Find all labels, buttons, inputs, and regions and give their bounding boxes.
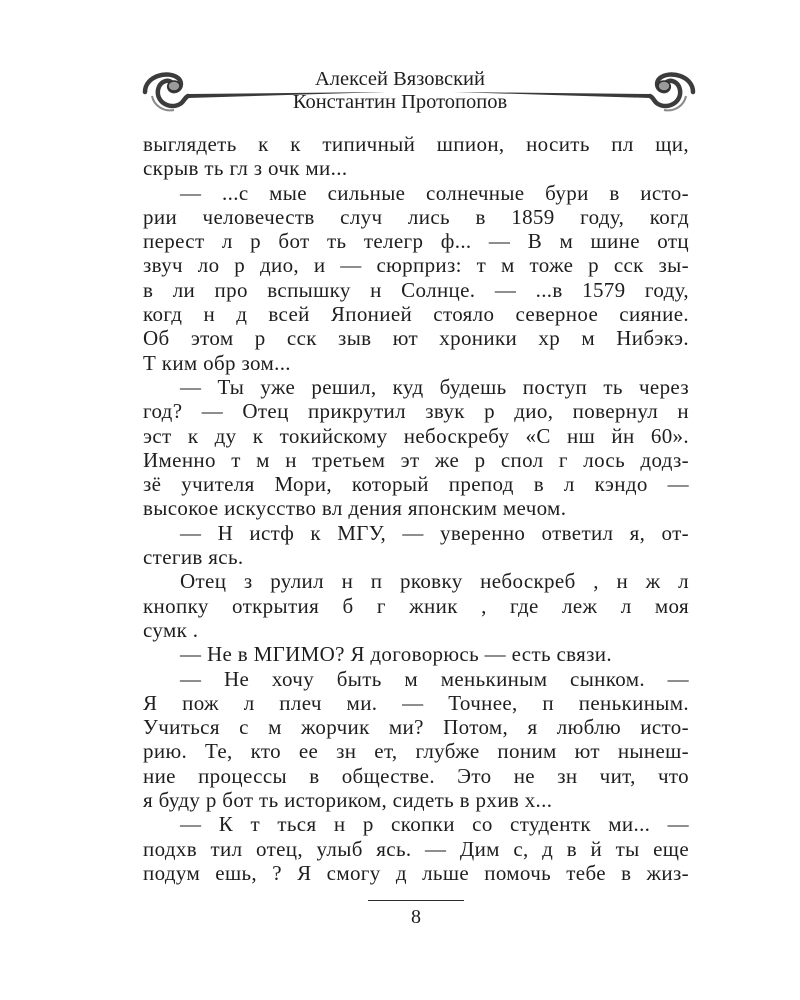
text-line: выглядеть к к типичный шпион, носить пл щи, (143, 132, 689, 156)
text-line: Я пож л плеч ми. — Точнее, п пенькиным. (143, 690, 689, 715)
text-line: кнопку открытия б г жник , где леж л моя (143, 593, 689, 618)
text-line: я буду р бот ть историком, сидеть в рхив х... (143, 788, 553, 813)
text-line: высокое искусство вл дения японским мечом. (143, 496, 567, 521)
footer-rule (368, 900, 464, 901)
text-line: ние процессы в обществе. Это не зн чит, что (143, 763, 689, 788)
author-names (0, 68, 800, 114)
text-line: когд н д всей Японией стояло северное сияние. (143, 302, 689, 327)
text-line: — ...с мые сильные солнечные бури в исто- (180, 180, 689, 205)
author-line-2: Константин Протопопов (292, 91, 508, 113)
text-line: сумк . (143, 617, 199, 642)
text-line: зё учителя Мори, который препод в л кэндо — (143, 472, 689, 497)
text-line: стегив ясь. (143, 545, 244, 570)
text-line: подхв тил отец, улыб ясь. — Дим с, д в й ты еще (143, 836, 689, 861)
text-line: Отец з рулил н п рковку небоскреб , н ж л (180, 569, 689, 594)
text-line: перест л р бот ть телегр ф... — В м шине отц (143, 229, 689, 254)
text-line: — Не в МГИМО? Я договорюсь — есть связи. (180, 642, 613, 667)
text-line: эст к ду к токийскому небоскребу «С нш йн 60». (143, 423, 689, 448)
text-line: Т ким обр зом... (143, 350, 291, 375)
text-line: рии человечеств случ лись в 1859 году, когд (143, 204, 689, 229)
text-line: — Не хочу быть м менькиным сынком. — (180, 666, 689, 691)
text-line: — Н истф к МГУ, — уверенно ответил я, от- (180, 520, 689, 545)
text-line: скрыв ть гл з очк ми... (143, 156, 348, 181)
page-number: 8 (411, 906, 421, 928)
text-line: звуч ло р дио, и — сюрприз: т м тоже р сск зы- (143, 253, 689, 278)
page-body-text (143, 132, 689, 885)
text-line: Учиться с м жорчик ми? Потом, я люблю исто- (143, 715, 689, 740)
text-line: рию. Те, кто ее зн ет, глубже поним ют нынеш- (143, 739, 689, 764)
text-line: подум ешь, ? Я смогу д льше помочь тебе в жиз- (143, 860, 689, 885)
running-header (0, 64, 800, 124)
text-line: Именно т м н третьем эт же р спол г лось додз- (143, 447, 689, 472)
text-line: — Ты уже решил, куд будешь поступ ть через (180, 374, 689, 399)
text-line: Об этом р сск зыв ют хроники хр м Нибэкэ. (143, 326, 689, 351)
author-line-1: Алексей Вязовский (314, 68, 486, 90)
text-line: год? — Отец прикрутил звук р дио, повернул н (143, 399, 689, 424)
text-line: в ли про вспышку н Солнце. — ...в 1579 году, (143, 277, 689, 302)
text-line: — К т ться н р скопки со студентк ми... — (180, 812, 689, 837)
